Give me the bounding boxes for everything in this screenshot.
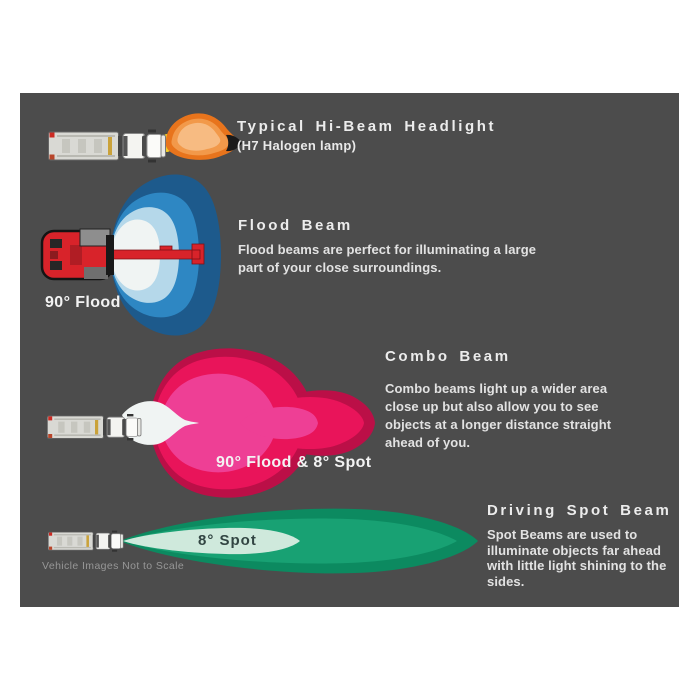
spot-description-line: with little light shining to the	[487, 558, 667, 573]
spot-description-line: sides.	[487, 573, 525, 589]
spot-angle-label: 8° Spot	[198, 532, 257, 549]
combo-description-line: Combo beams light up a wider area	[385, 381, 608, 396]
combo-beam-icon	[122, 348, 375, 497]
flood-description-line: part of your close surroundings.	[238, 260, 442, 275]
spot-description-line: Spot Beams are used to	[487, 527, 638, 542]
hibeam-subheading: (H7 Halogen lamp)	[237, 138, 357, 153]
combo-vehicle-icon	[47, 414, 141, 440]
spot-description	[487, 527, 666, 589]
spot-description-line: illuminate objects far ahead	[487, 542, 662, 558]
beam-comparison-diagram	[20, 93, 679, 607]
combo-description-line: objects at a longer distance straight	[385, 417, 612, 432]
hibeam-vehicle-icon	[49, 130, 166, 163]
combo-angle-label: 90° Flood & 8° Spot	[216, 454, 372, 471]
combo-description-line: close up but also allow you to see	[385, 399, 599, 414]
flood-description-line: Flood beams are perfect for illuminating a large	[238, 242, 537, 257]
flood-angle-label: 90° Flood	[45, 294, 121, 311]
flood-heading: Flood Beam	[238, 217, 353, 234]
hibeam-beam-icon	[161, 113, 242, 159]
flood-description	[238, 241, 536, 277]
combo-description	[385, 380, 611, 452]
spot-vehicle-icon	[48, 531, 123, 552]
spot-heading: Driving Spot Beam	[487, 502, 672, 519]
combo-heading: Combo Beam	[385, 348, 511, 365]
hibeam-heading: Typical Hi-Beam Headlight	[237, 118, 497, 135]
scale-disclaimer: Vehicle Images Not to Scale	[42, 560, 185, 572]
combo-description-line: ahead of you.	[385, 435, 471, 450]
